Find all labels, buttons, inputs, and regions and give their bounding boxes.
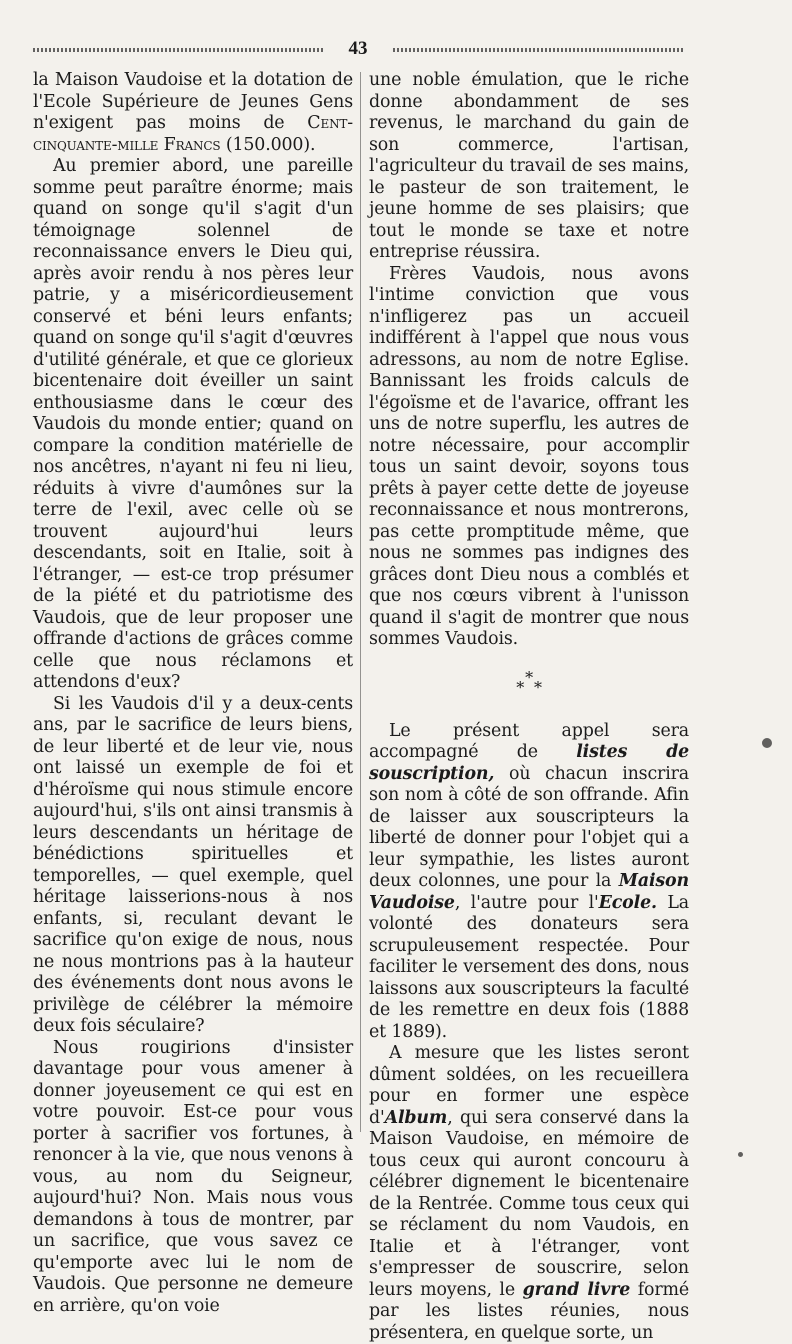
right-p4-c: formé par les listes réunies, nous présentera, en quelque sorte, un xyxy=(369,1279,689,1343)
page-number: 43 xyxy=(348,38,368,59)
right-paragraph-3 xyxy=(369,721,689,1044)
left-p1-text: la Maison Vaudoise et la dotation de l'Ecole Supérieure de Jeunes Gens n'exigent pas moins de xyxy=(33,70,353,133)
right-paragraph-1: une noble émulation, que le riche donne abondamment de ses revenus, le marchand du gain de son commerce, l'artisan, l'agriculteur du travail de ses mains, le pasteur de son traitement, le jeune homme de ses plaisirs; que tout le monde se taxe et notre entreprise réussira. xyxy=(369,70,689,262)
left-paragraph-1 xyxy=(33,70,353,156)
right-p3-c: , l'autre pour l' xyxy=(454,892,599,913)
left-column xyxy=(33,70,353,1317)
ecole-italic: Ecole. xyxy=(598,892,657,913)
header-rule-right xyxy=(393,48,683,52)
page-header xyxy=(33,38,683,62)
album-italic: Album xyxy=(384,1107,448,1128)
grand-livre-italic: grand livre xyxy=(522,1279,631,1300)
right-p3-b: où chacun inscrira son nom à côté de son offrande. Afin de laisser aux souscripteurs la liberté de donner pour l'objet qui a leur sympathie, les listes auront deux colonnes, une pour la xyxy=(369,763,689,891)
ink-speck xyxy=(738,1152,743,1157)
asterism-left-star: * xyxy=(516,677,525,697)
right-p3-d: La volonté des donateurs sera scrupuleusement respectée. Pour faciliter le versement des dons, nous laissons aux souscripteurs la faculté de les remettre en deux fois (1888 et 1889). xyxy=(369,892,690,1042)
left-paragraph-2: Au premier abord, une pareille somme peut paraître énorme; mais quand on songe qu'il s'agit d'un témoignage solennel de reconnaissance envers le Dieu qui, après avoir rendu à nos pères leur patrie, y a miséricordieusement conservé et béni leurs enfants; quand on songe qu'il s'agit d'œuvres d'utilité générale, et que ce glorieux bicentenaire doit éveiller un saint enthousiasme dans le cœur des Vaudois du monde entier; quand on compare la condition matérielle de nos ancêtres, n'ayant ni feu ni lieu, réduits à vivre d'aumônes sur la terre de l'exil, avec celle où se trouvent aujourd'hui leurs descendants, soit en Italie, soit à l'étranger, — est-ce trop présumer de la piété et du patriotisme des Vaudois, que de leur proposer une offrande d'actions de grâces comme celle que nous réclamons et attendons d'eux? xyxy=(33,156,353,692)
left-paragraph-3: Si les Vaudois d'il y a deux-cents ans, par le sacrifice de leurs biens, de leur liberté et de leur vie, nous ont laissé un exemple de foi et d'héroïsme qui nous stimule encore aujourd'hui, s'ils ont ainsi transmis à leurs descendants un héritage de bénédictions spirituelles et temporelles, — quel exemple, quel héritage laisserions-nous à nos enfants, si, reculant devant le sacrifice qu'on exige de nous, nous ne nous montrions pas à la hauteur des événements dont nous avons le privilège de célébrer la mémoire deux fois séculaire? xyxy=(33,693,353,1036)
asterism-top: * xyxy=(525,667,533,687)
left-paragraph-4: Nous rougirions d'insister davantage pour vous amener à donner joyeusement ce qui est en votre pouvoir. Est-ce pour vous porter à sacrifier vos fortunes, à renoncer à la vie, que nous venons à vous, au nom du Seigneur, aujourd'hui? Non. Mais nous vous demandons à tous de montrer, par un sacrifice, que vous savez ce qu'emporte avec lui le nom de Vaudois. Que personne ne demeure en arrière, qu'on voie xyxy=(33,1037,353,1316)
asterism-right-star: * xyxy=(533,677,542,697)
amount-small-caps: Cent-cinquante-mille Francs xyxy=(33,113,353,155)
right-p3-a: Le présent appel sera accompagné de xyxy=(369,720,689,762)
listes-de-souscription: listes de souscription, xyxy=(369,742,689,784)
ink-spot xyxy=(762,738,772,748)
right-p4-a: A mesure que les listes seront dûment soldées, on les recueillera pour en former une espèce d' xyxy=(369,1043,689,1128)
right-paragraph-4 xyxy=(369,1043,689,1344)
column-divider xyxy=(360,72,361,1132)
right-column xyxy=(369,70,689,1344)
left-p1-end: (150.000). xyxy=(220,134,316,155)
right-p4-b: , qui sera conservé dans la Maison Vaudoise, en mémoire de tous ceux qui auront concouru à célébrer dignement le bicentenaire de la Rentrée. Comme tous ceux qui se réclament du nom Vaudois, en Italie et à l'étranger, vont s'empresser de souscrire, selon leurs moyens, le xyxy=(369,1107,689,1300)
asterism xyxy=(369,667,689,697)
maison-vaudoise-italic: Maison Vaudoise xyxy=(369,871,689,913)
right-paragraph-2: Frères Vaudois, nous avons l'intime conviction que vous n'infligerez pas un accueil indifférent à l'appel que nous vous adressons, au nom de notre Eglise. Bannissant les froids calculs de l'égoïsme et de l'avarice, offrant les uns de notre superflu, les autres de notre nécessaire, pour accomplir tous un saint devoir, soyons tous prêts à payer cette dette de joyeuse reconnaissance et nous montrerons, pas cette promptitude même, que nous ne sommes pas indignes des grâces dont Dieu nous a comblés et que nos cœurs vibrent à l'unisson quand il s'agit de montrer que nous sommes Vaudois. xyxy=(369,263,689,649)
asterism-bottom xyxy=(369,677,689,697)
